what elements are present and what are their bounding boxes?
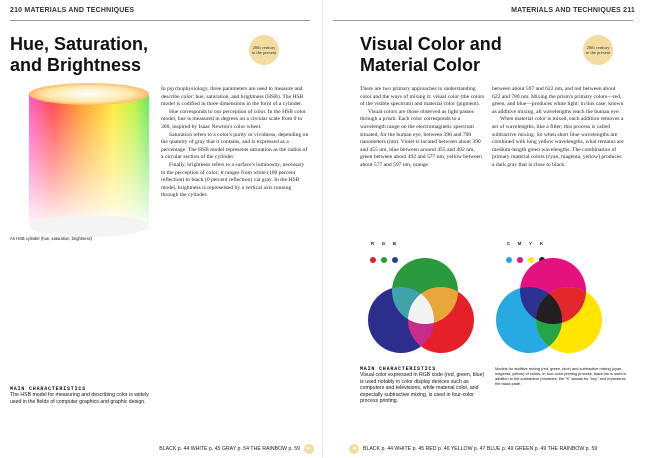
right-body-col1 <box>360 86 486 170</box>
main-characteristics-heading: MAIN CHARACTERISTICS <box>10 386 87 392</box>
title-line-2: Material Color <box>360 55 481 75</box>
paragraph: When material color is mixed, each addition removes a set of wavelengths, like a filter; this process is called subtractive mixing. So when short blue wavelengths are combined with long yellow wavelengths, what remains are medium-length green wavelengths. The combination of primary material colors (cyan, magenta, yellow) produces a dark gray that is close to black. <box>492 116 624 168</box>
subtractive-mixing-diagram <box>493 258 605 358</box>
paragraph: In psychophysiology, three parameters are used to measure and describe color: hue, saturation, and brightness (HSB). The HSB model is codified in three dimensions in the form of a cylinder. <box>161 86 304 108</box>
paragraph: Saturation refers to a color's purity or vividness, depending on the quantity of gray that it contains, and is expressed as a percentage. The HSB model represents saturation as the radius of a circular section of the cylinder. <box>161 131 309 161</box>
paragraph: between about 597 and 622 nm, and red between about 622 and 780 nm. Mixing the prism's primary colors—red, green, and blue—produces white light: in this case, known as additive mixing, all wavelengths reach the human eye. <box>492 86 624 115</box>
main-characteristics-text: The HSB model for measuring and describing color is widely used in the fields of computer graphics and graphic design. <box>10 392 149 405</box>
page-title <box>10 34 148 76</box>
right-body-col2 <box>492 86 624 170</box>
paragraph: Hue corresponds to our perception of color. In the HSB color model, hue is measured in degrees on a circular scale from 0 to 360, inspired by Isaac Newton's color wheel. <box>161 108 306 130</box>
right-page-header: MATERIALS AND TECHNIQUES 211 <box>511 7 635 14</box>
main-characteristics-heading: MAIN CHARACTERISTICS <box>360 366 437 372</box>
right-page <box>323 0 645 458</box>
next-arrow-icon[interactable]: ▸ <box>304 444 314 454</box>
paragraph: Visual colors are those observed as light passes through a prism. Each color corresponds to a wavelength range on the electromagnetic spectrum situated, for the human eye, between 390 and 700 nanometers (nm). Violet is located between about 390 and 455 nm, blue between around 455 and 492 nm, green between about 492 and 577 nm, yellow between about 577 and 597 nm, orange <box>360 108 482 168</box>
cmyk-label: K <box>539 241 544 246</box>
diagram-caption: Models for additive mixing (red, green, blue) and subtractive mixing (cyan, magenta, yellow) of colors. In four-color printing process, black ink is used in addition to the subtractive primaries; the "K" stands for "key" and represents the black plate. <box>495 366 627 386</box>
title-line-2: and Brightness <box>10 55 142 75</box>
title-line-1: Visual Color and <box>360 34 502 54</box>
era-badge: 20th century to the present <box>583 35 613 65</box>
title-line-1: Hue, Saturation, <box>10 34 149 54</box>
main-characteristics-text: Visual color expressed in RGB code (red, green, blue) is used notably in color display devices such as computers and televisions, while material color, and especially subtractive mixing, is used in four-color process printing. <box>360 372 485 405</box>
right-footer-links[interactable]: BLACK p. 44 WHITE p. 45 RED p. 46 YELLOW p. 47 BLUE p. 49 GREEN p. 49 THE RAINBOW p. 59 <box>363 446 598 452</box>
additive-mixing-diagram <box>365 258 477 358</box>
cmyk-label: C <box>506 241 511 246</box>
page-title <box>360 34 502 76</box>
rgb-label: G <box>381 241 386 246</box>
cmyk-label: M <box>517 241 522 246</box>
rgb-label: B <box>392 241 397 246</box>
rgb-label: R <box>370 241 375 246</box>
paragraph: There are two primary approaches to understanding color and the ways of mixing it: visual color (the colors of the visible spectrum) and material color (pigment). <box>360 86 485 108</box>
left-footer-links[interactable]: BLACK p. 44 WHITE p. 45 GRAY p. 54 THE RAINBOW p. 59 <box>159 446 300 452</box>
main-characteristics-box <box>10 386 152 405</box>
left-body-text <box>161 86 309 200</box>
cylinder-caption: An HSB cylinder (hue, saturation, brightness) <box>10 236 92 241</box>
main-characteristics-box <box>360 366 488 405</box>
cmyk-label: Y <box>528 241 532 246</box>
era-badge: 20th century to the present <box>249 35 279 65</box>
left-page-header: 210 MATERIALS AND TECHNIQUES <box>10 7 135 14</box>
header-rule <box>10 20 310 21</box>
prev-arrow-icon[interactable]: ◂ <box>349 444 359 454</box>
hsb-cylinder-illustration <box>26 82 152 238</box>
paragraph: Finally, brightness refers to a surface's luminosity, necessary to the perception of color; it ranges from white (100 percent reflection) to black (0 percent reflection) via gray. In the HSB model, brightness is represented by a vertical axis running through the cylinder. <box>161 161 305 199</box>
header-rule <box>333 20 633 21</box>
